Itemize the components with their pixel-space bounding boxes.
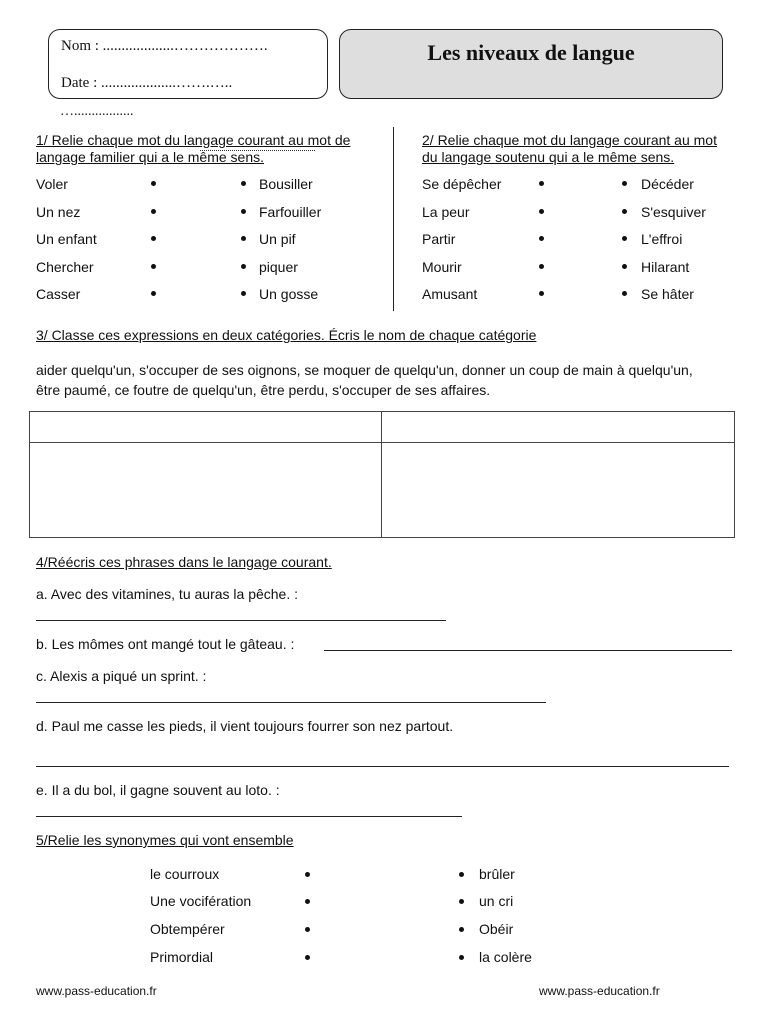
exercise1-dotted-line [200, 150, 315, 151]
exercise1-right-bullet-5[interactable] [241, 291, 246, 296]
exercise1-right-bullet-4[interactable] [241, 264, 246, 269]
category-name-cell-2[interactable] [382, 412, 735, 443]
title-box [339, 29, 723, 99]
column-divider [393, 127, 394, 311]
exercise1-right-bullet-3[interactable] [241, 236, 246, 241]
exercise3-expressions: aider quelqu'un, s'occuper de ses oignons, se moquer de quelqu'un, donner un coup de main à quelqu'un, être paumé, ce foutre de quelqu'un, être perdu, s'occuper de ses affaires. [36, 362, 693, 398]
exercise2-right-5: Se hâter [641, 286, 694, 302]
exercise1-left-5: Casser [36, 286, 81, 302]
exercise2-right-2: S'esquiver [641, 204, 706, 220]
footer-url-right[interactable]: www.pass-education.fr [539, 984, 660, 998]
exercise1-right-4: piquer [259, 259, 298, 275]
exercise2-right-bullet-5[interactable] [622, 291, 627, 296]
exercise1-right-1: Bousiller [259, 176, 313, 192]
exercise2-right-bullet-2[interactable] [622, 209, 627, 214]
exercise5-left-3: Obtempérer [150, 921, 225, 937]
exercise1-left-3: Un enfant [36, 231, 97, 247]
answer-line-c[interactable] [36, 702, 546, 703]
answer-line-d[interactable] [36, 766, 729, 767]
exercise2-right-bullet-3[interactable] [622, 236, 627, 241]
exercise4-instruction: 4/Réécris ces phrases dans le langage courant. [36, 554, 332, 570]
exercise1-right-2: Farfouiller [259, 204, 322, 220]
exercise5-left-bullet-1[interactable] [305, 872, 310, 877]
exercise2-left-bullet-1[interactable] [539, 181, 544, 186]
footer-url-left[interactable]: www.pass-education.fr [36, 984, 157, 998]
page-title: Les niveaux de langue [427, 40, 635, 65]
exercise2-left-bullet-4[interactable] [539, 264, 544, 269]
exercise1-left-4: Chercher [36, 259, 94, 275]
exercise1-left-bullet-4[interactable] [151, 264, 156, 269]
exercise1-right-3: Un pif [259, 231, 296, 247]
exercise1-right-bullet-2[interactable] [241, 209, 246, 214]
exercise5-left-bullet-2[interactable] [305, 899, 310, 904]
exercise2-right-bullet-1[interactable] [622, 181, 627, 186]
exercise4-item-c: c. Alexis a piqué un sprint. : [36, 668, 207, 684]
name-date-box [48, 29, 328, 99]
answer-line-b[interactable] [324, 650, 732, 651]
exercise2-right-3: L'effroi [641, 231, 683, 247]
exercise4-item-b: b. Les mômes ont mangé tout le gâteau. : [36, 636, 295, 652]
exercise3-instruction: 3/ Classe ces expressions en deux catégories. Écris le nom de chaque catégorie [36, 327, 537, 343]
exercise1-left-1: Voler [36, 176, 68, 192]
exercise5-left-bullet-3[interactable] [305, 927, 310, 932]
category-content-cell-2[interactable] [382, 443, 735, 538]
exercise2-left-4: Mourir [422, 259, 462, 275]
category-table [29, 411, 735, 538]
exercise5-right-bullet-4[interactable] [459, 955, 464, 960]
exercise5-right-2: un cri [479, 893, 514, 909]
exercise1-left-bullet-2[interactable] [151, 209, 156, 214]
exercise5-right-4: la colère [479, 949, 532, 965]
date-field-label[interactable]: Date : ....................…….….. [61, 75, 233, 91]
exercise1-left-bullet-1[interactable] [151, 181, 156, 186]
exercise5-right-bullet-3[interactable] [459, 927, 464, 932]
exercise2-left-bullet-2[interactable] [539, 209, 544, 214]
exercise4-item-e: e. Il a du bol, il gagne souvent au loto. : [36, 782, 280, 798]
name-field-label[interactable]: Nom : ...................………………. [61, 38, 268, 54]
exercise2-left-3: Partir [422, 231, 456, 247]
answer-line-e[interactable] [36, 816, 462, 817]
category-name-cell-1[interactable] [30, 412, 382, 443]
category-content-cell-1[interactable] [30, 443, 382, 538]
exercise2-right-1: Décéder [641, 176, 694, 192]
exercise5-left-4: Primordial [150, 949, 214, 965]
exercise5-right-1: brûler [479, 866, 515, 882]
exercise2-right-4: Hilarant [641, 259, 690, 275]
exercise1-left-bullet-5[interactable] [151, 291, 156, 296]
exercise5-left-2: Une vocifération [150, 893, 252, 909]
exercise5-right-bullet-1[interactable] [459, 872, 464, 877]
exercise2-left-2: La peur [422, 204, 470, 220]
exercise1-left-2: Un nez [36, 204, 81, 220]
answer-line-a[interactable] [36, 620, 446, 621]
exercise5-left-bullet-4[interactable] [305, 955, 310, 960]
exercise1-right-5: Un gosse [259, 286, 319, 302]
exercise1-instruction: 1/ Relie chaque mot du langage courant au mot de langage familier qui a le même sens. [36, 132, 351, 165]
exercise5-right-3: Obéir [479, 921, 514, 937]
exercise2-instruction: 2/ Relie chaque mot du langage courant au mot du langage soutenu qui a le même sens. [422, 132, 717, 165]
exercise5-instruction: 5/Relie les synonymes qui vont ensemble [36, 832, 294, 848]
exercise2-right-bullet-4[interactable] [622, 264, 627, 269]
exercise4-item-a: a. Avec des vitamines, tu auras la pêche. : [36, 586, 299, 602]
exercise4-item-d: d. Paul me casse les pieds, il vient toujours fourrer son nez partout. [36, 718, 454, 734]
exercise5-right-bullet-2[interactable] [459, 899, 464, 904]
exercise2-left-5: Amusant [422, 286, 478, 302]
exercise1-right-bullet-1[interactable] [241, 181, 246, 186]
exercise2-left-bullet-5[interactable] [539, 291, 544, 296]
date-field-continuation: …................. [60, 104, 134, 119]
exercise1-left-bullet-3[interactable] [151, 236, 156, 241]
exercise2-left-1: Se dépêcher [422, 176, 502, 192]
exercise2-left-bullet-3[interactable] [539, 236, 544, 241]
exercise5-left-1: le courroux [150, 866, 220, 882]
